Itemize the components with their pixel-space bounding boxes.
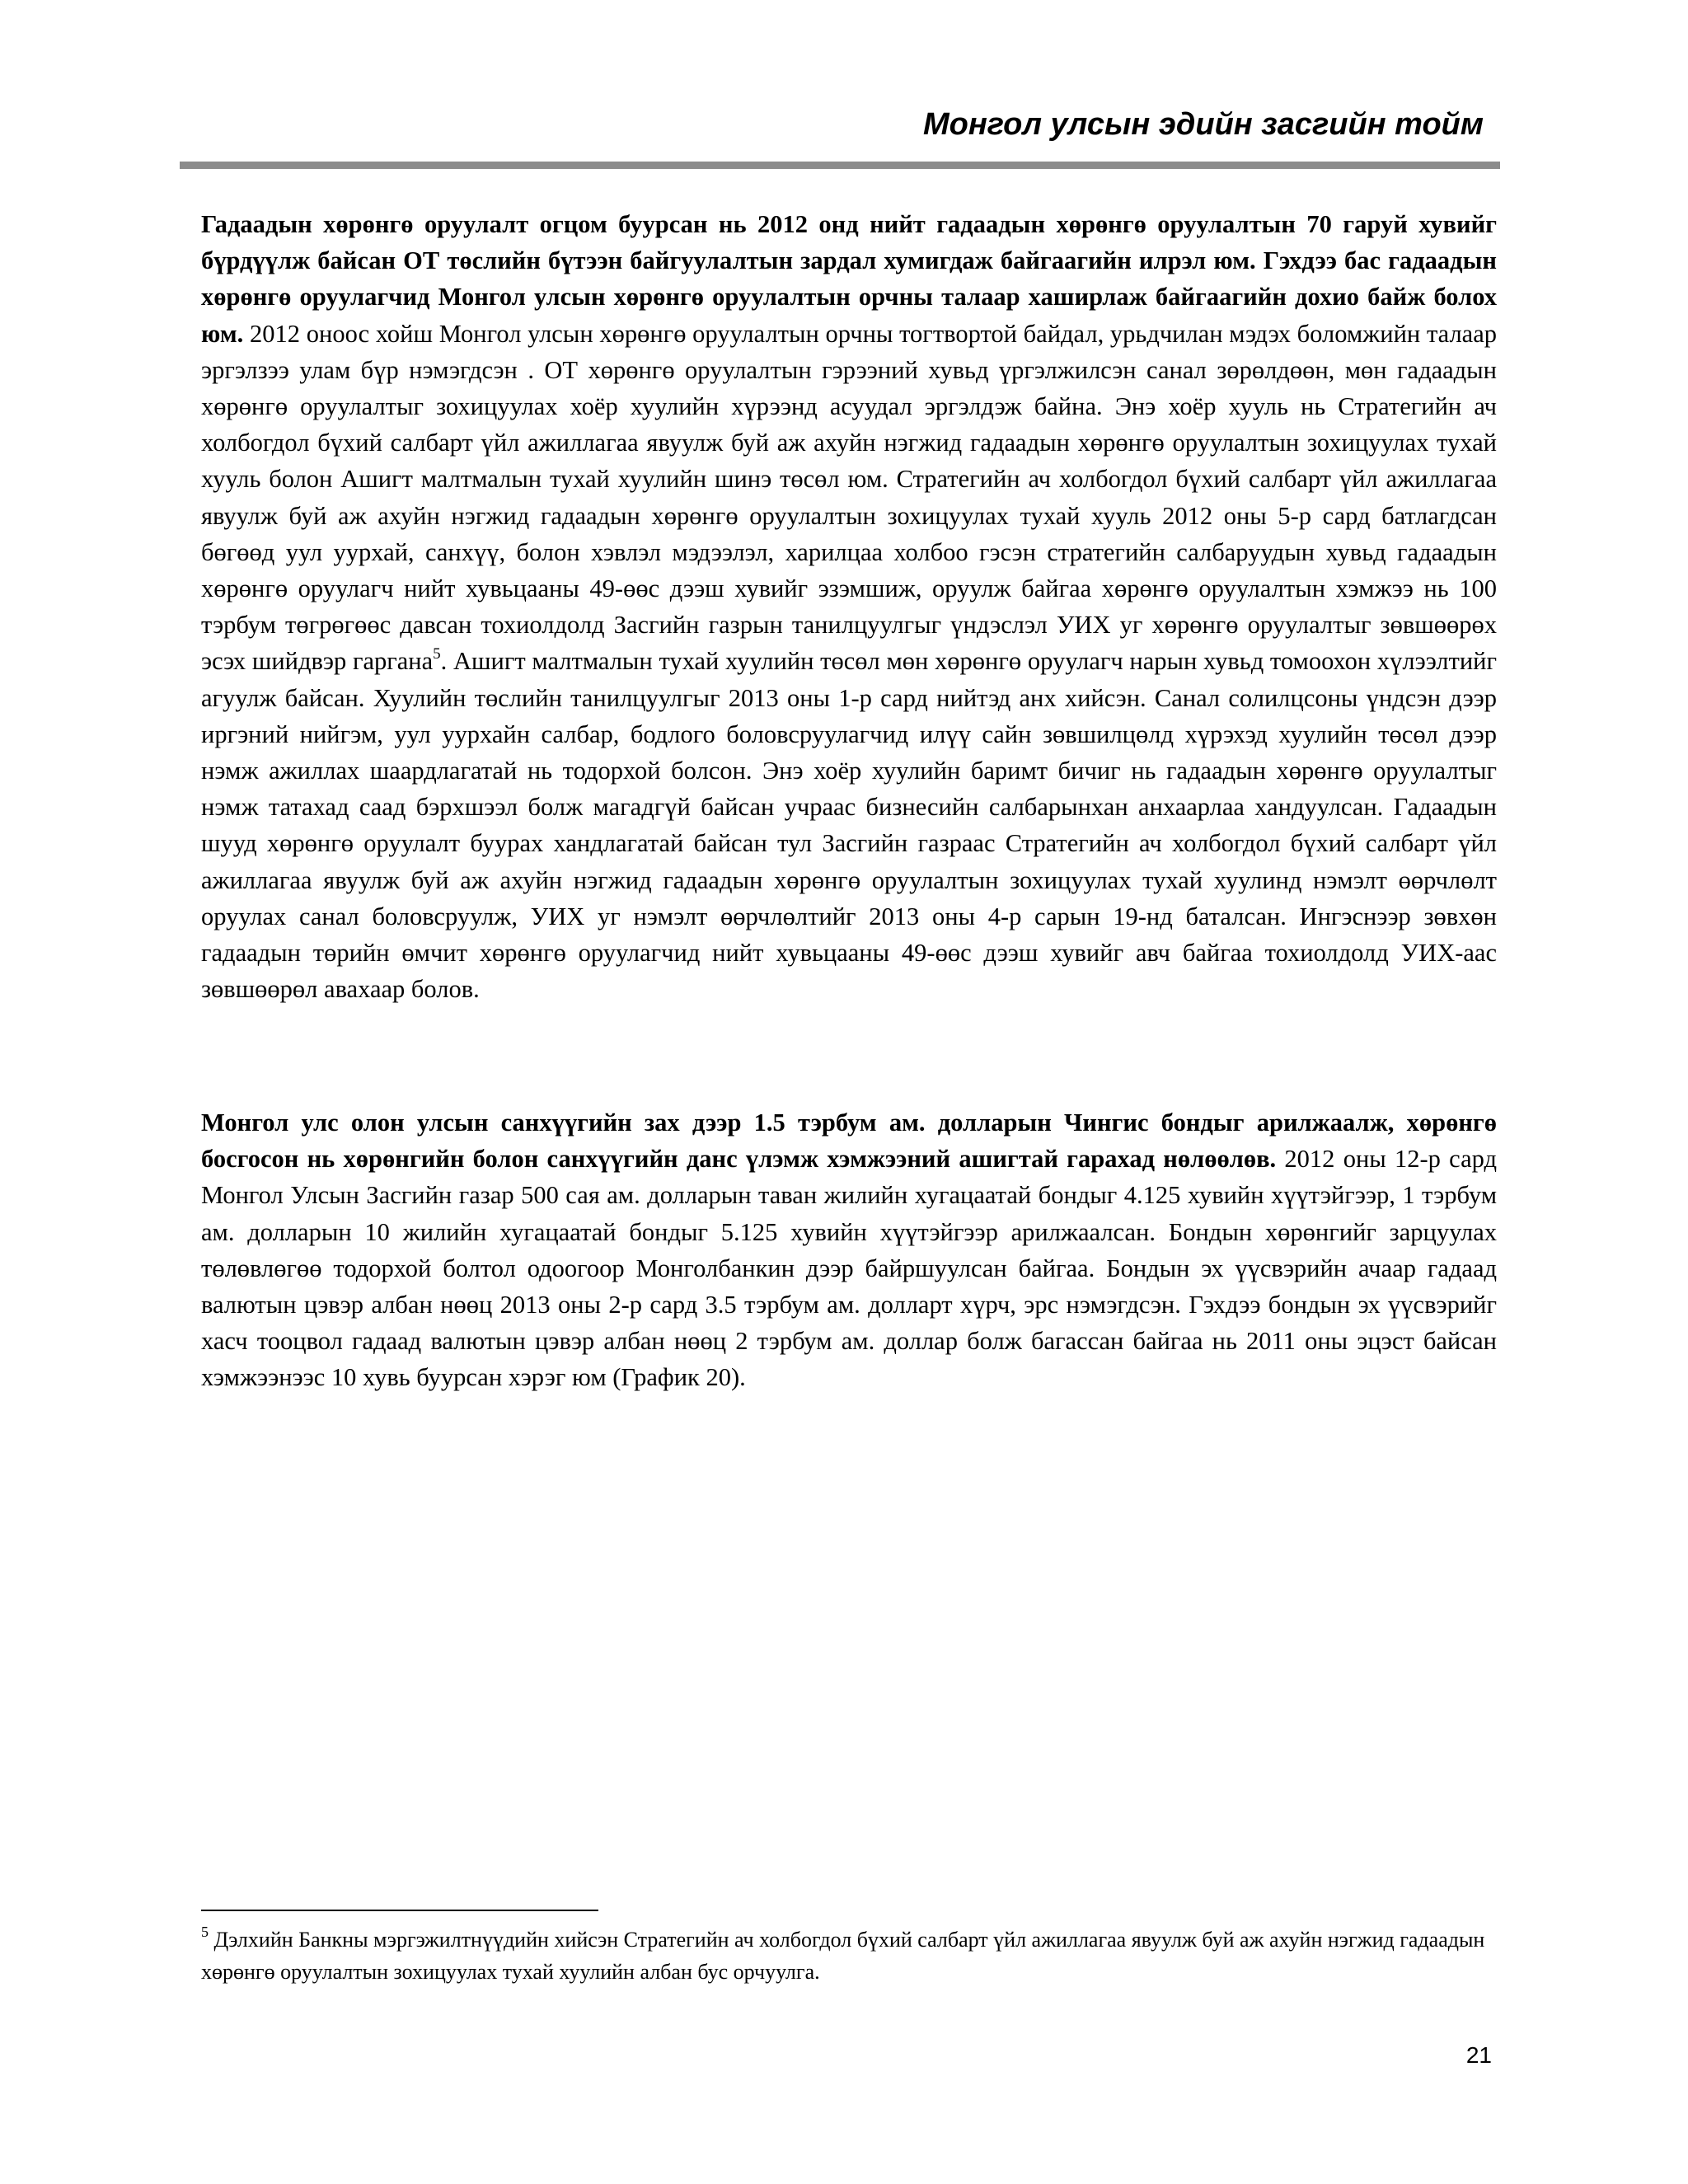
paragraph-fdi-body-continued: . Ашигт малтмалын тухай хуулийн төсөл мөн хөрөнгө оруулагч нарын хувьд томоохон хүлээлтийг агуулж байсан. Хуулийн төслийн танилцуулгыг 2013 оны 1-р сард нийтэд анх хийсэн. Санал солилцсоны үндсэн дээр иргэний нийгэм, уул уурхайн салбар, бодлого боловсруулагчид илүү сайн зөвшилцөлд хүрэхэд хуулийн төсөл дээр нэмж ажиллах шаардлагатай нь тодорхой болсон. Энэ хоёр хуулийн баримт бичиг нь гадаадын хөрөнгө оруулалтыг нэмж татахад саад бэрхшээл болж магадгүй байсан учраас бизнесийн салбарынхан анхаарлаа хандуулсан. Гадаадын шууд хөрөнгө оруулалт буурах хандлагатай байсан тул Засгийн газраас Стратегийн ач холбогдол бүхий салбарт үйл ажиллагаа явуулж буй аж ахуйн нэгжид гадаадын хөрөнгө оруулалтын зохицуулах тухай хуулинд нэмэлт өөрчлөлт оруулах санал боловсруулж, УИХ уг нэмэлт өөрчлөлтийг 2013 оны 4-р сарын 19-нд баталсан. Ингэснээр зөвхөн гадаадын төрийн өмчит хөрөнгө оруулагчид нийт хувьцааны 49-өөс дээш хувийг авч байгаа тохиолдолд УИХ-аас зөвшөөрөл авахаар болов. xyxy=(201,647,1497,1004)
footnote-reference: 5 xyxy=(433,645,441,663)
footnote xyxy=(201,1924,1487,1988)
paragraph-bond-lead: Монгол улс олон улсын санхүүгийн зах дээр 1.5 тэрбум ам. долларын Чингис бондыг арилжаалж, хөрөнгө босгосон нь хөрөнгийн болон санхүүгийн данс үлэмж хэмжээний ашигтай гарахад нөлөөлөв. xyxy=(201,1108,1497,1174)
footnote-number: 5 xyxy=(201,1924,209,1940)
paragraph-bond-body: 2012 оны 12-р сард Монгол Улсын Засгийн газар 500 сая ам. долларын таван жилийн хугацаатай бондыг 4.125 хувийн хүүтэйгээр, 1 тэрбум ам. долларын 10 жилийн хугацаатай бондыг 5.125 хувийн хүүтэйгээр арилжаалсан. Бондын хөрөнгийг зарцуулах төлөвлөгөө тодорхой болтол одоогоор Монголбанкин дээр байршуулсан байгаа. Бондын эх үүсвэрийн ачаар гадаад валютын цэвэр албан нөөц 2013 оны 2-р сард 3.5 тэрбум ам. долларт хүрч, эрс нэмэгдсэн. Гэхдээ бондын эх үүсвэрийг хасч тооцвол гадаад валютын цэвэр албан нөөц 2 тэрбум ам. доллар болж багассан байгаа нь 2011 оны эцэст байсан хэмжээнээс 10 хувь буурсан хэрэг юм (График 20). xyxy=(201,1145,1497,1392)
footnote-text: Дэлхийн Банкны мэргэжилтнүүдийн хийсэн Стратегийн ач холбогдол бүхий салбарт үйл ажиллагаа явуулж буй аж ахуйн нэгжид гадаадын хөрөнгө оруулалтын зохицуулах тухай хуулийн албан бус орчуулга. xyxy=(201,1928,1485,1984)
paragraph-fdi-body: 2012 оноос хойш Монгол улсын хөрөнгө оруулалтын орчны тогтвортой байдал, урьдчилан мэдэх боломжийн талаар эргэлзээ улам бүр нэмэгдсэн . ОТ хөрөнгө оруулалтын гэрээний хувьд үргэлжилсэн санал зөрөлдөөн, мөн гадаадын хөрөнгө оруулалтыг зохицуулах хоёр хуулийн хүрээнд асуудал эргэлдэж байна. Энэ хоёр хууль нь Стратегийн ач холбогдол бүхий салбарт үйл ажиллагаа явуулж буй аж ахуйн нэгжид гадаадын хөрөнгө оруулалтын зохицуулах тухай хууль болон Ашигт малтмалын тухай хуулийн шинэ төсөл юм. Стратегийн ач холбогдол бүхий салбарт үйл ажиллагаа явуулж буй аж ахуйн нэгжид гадаадын хөрөнгө оруулалтын зохицуулах тухай хууль 2012 оны 5-р сард батлагдсан бөгөөд уул уурхай, санхүү, болон хэвлэл мэдээлэл, харилцаа холбоо гэсэн стратегийн салбаруудын хувьд гадаадын хөрөнгө оруулагч нийт хувьцааны 49-өөс дээш хувийг эзэмшиж, оруулж байгаа хөрөнгө оруулалтын хэмжээ нь 100 тэрбум төгрөгөөс давсан тохиолдолд Засгийн газрын танилцуулгыг үндэслэл УИХ уг хөрөнгө оруулалтыг зөвшөөрөх эсэх шийдвэр гаргана xyxy=(201,319,1497,676)
running-header-title: Монгол улсын эдийн засгийн тойм xyxy=(922,107,1484,142)
paragraph-fdi xyxy=(201,206,1497,1007)
header-divider xyxy=(180,162,1500,169)
page-number: 21 xyxy=(1465,2042,1492,2068)
footnote-divider xyxy=(201,1910,598,1911)
paragraph-bond xyxy=(201,1104,1497,1396)
paragraph-fdi-lead: Гадаадын хөрөнгө оруулалт огцом буурсан нь 2012 онд нийт гадаадын хөрөнгө оруулалтын 70 гаруй хувийг бүрдүүлж байсан ОТ төслийн бүтээн байгуулалтын зардал хумигдаж байгаагийн илрэл юм. Гэхдээ бас гадаадын хөрөнгө оруулагчид Монгол улсын хөрөнгө оруулалтын орчны талаар хаширлаж байгаагийн дохио байж болох юм. xyxy=(201,210,1497,348)
